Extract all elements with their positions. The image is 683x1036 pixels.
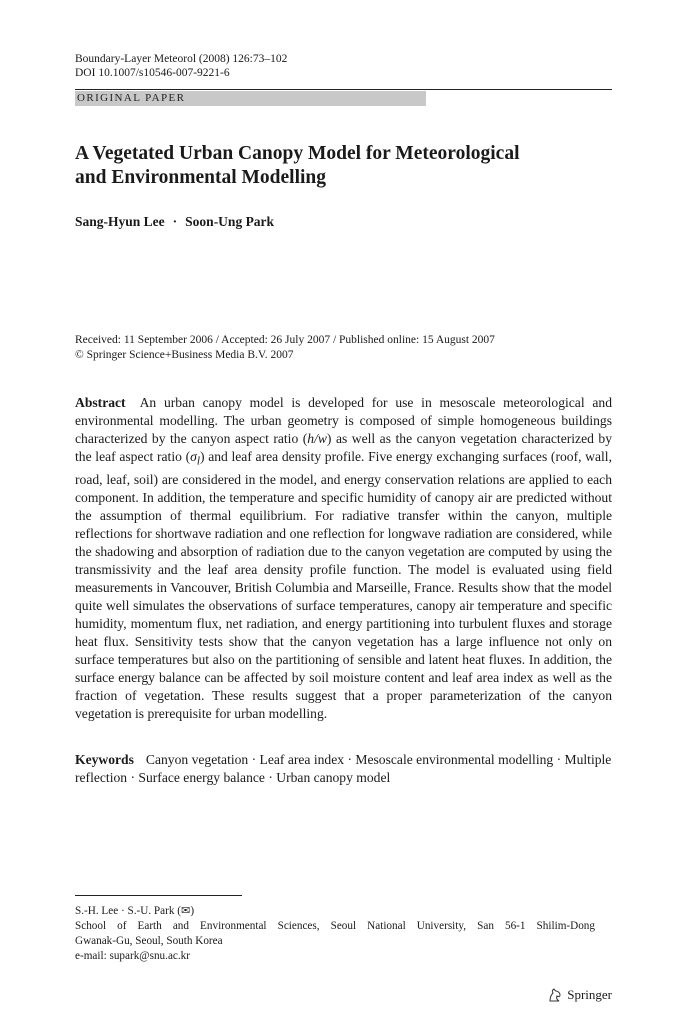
aspect-ratio-symbol: h/w [307,431,327,446]
article-history [75,333,495,363]
springer-horse-icon [547,987,563,1003]
keywords-text: Canyon vegetation · Leaf area index · Mesoscale environmental modelling · Multiple reflection · Surface energy balance · Urban canopy model [75,752,612,785]
journal-header [75,52,287,80]
abstract-text-c: ) and leaf area density profile. Five energy exchanging surfaces (roof, wall, road, leaf, soil) are considered in the model, and energy conservation relations are applied to each component. In addition, the temperature and specific humidity of canopy air are predicted without the assumption of thermal equilibrium. For radiative transfer within the canyon, multiple reflections for shortwave radiation and one reflection for longwave radiation are considered, while the shadowing and absorption of radiation due to the canyon vegetation are computed by using the transmissivity and the leaf area density profile function. The model is evaluated using field measurements in Vancouver, British Columbia and Marseille, France. Results show that the model quite well simulates the observations of surface temperatures, canopy air temperature and specific humidity, momentum flux, net radiation, and energy partitioning into turbulent fluxes and storage heat flux. Sensitivity tests show that the canyon vegetation has a large influence not only on surface temperatures but also on the partitioning of sensible and latent heat fluxes. In addition, the surface energy balance can be affected by soil moisture content and leaf area index as well as the fraction of vegetation. These results suggest that a proper parameterization of the canyon vegetation is prerequisite for urban modelling. [75,449,612,721]
title-line-1: A Vegetated Urban Canopy Model for Meteorological [75,143,520,164]
doi[interactable]: DOI 10.1007/s10546-007-9221-6 [75,67,230,79]
author-separator: · [172,214,178,229]
publisher-logo [547,987,612,1003]
journal-citation: Boundary-Layer Meteorol (2008) 126:73–102 [75,53,288,65]
sigma-subscript: l [196,455,200,468]
abstract-label: Abstract [75,395,126,410]
article-type-banner: ORIGINAL PAPER [75,91,426,106]
author-name[interactable]: Soon-Ung Park [185,214,275,229]
received-accepted-dates: Received: 11 September 2006 / Accepted: 26 July 2007 / Published online: 15 August 2007 [75,334,495,346]
affiliation-line-2: Gwanak-Gu, Seoul, South Korea [75,935,223,947]
keywords-label: Keywords [75,752,134,767]
sigma-symbol: σ [190,449,197,464]
abstract [75,394,612,723]
header-rule [75,89,612,90]
keywords [75,751,612,787]
title-line-2: and Environmental Modelling [75,167,327,188]
abstract-text-a: An urban canopy model is developed for use in mesoscale meteorological and environmental modelling. The urban geometry is composed of simple homogeneous buildings characterized by the canyon aspect ratio ( [75,395,612,446]
publisher-name: Springer [567,987,612,1002]
author-list [75,214,274,230]
affiliation-names: S.-H. Lee · S.-U. Park (✉) [75,905,195,917]
author-name[interactable]: Sang-Hyun Lee [75,214,165,229]
copyright-line: © Springer Science+Business Media B.V. 2007 [75,349,294,361]
affiliation-email[interactable]: e-mail: supark@snu.ac.kr [75,950,190,962]
affiliation-line-1: School of Earth and Environmental Sciences, Seoul National University, San 56-1 Shilim-Dong [75,920,595,932]
paper-title [75,142,612,190]
abstract-text-b: ) as well as the canyon vegetation characterized by the leaf aspect ratio ( [75,431,612,464]
footnote-rule [75,895,242,896]
affiliation-footnote [75,904,595,964]
